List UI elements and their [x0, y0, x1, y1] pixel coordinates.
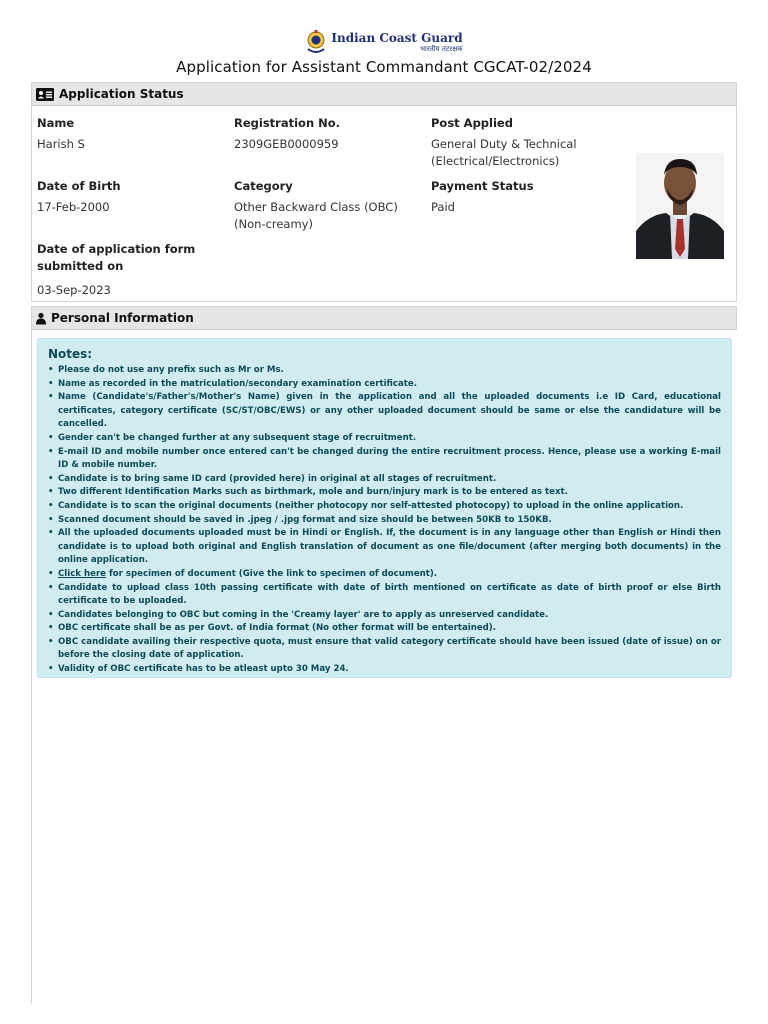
field-value: 2309GEB0000959: [234, 137, 339, 151]
notes-title: Notes:: [48, 347, 93, 361]
field-value: Paid: [431, 200, 455, 214]
application-status-heading: [31, 82, 737, 106]
org-name: Indian Coast Guard: [331, 30, 463, 45]
specimen-link[interactable]: Click here: [58, 568, 107, 579]
note-item: • All the uploaded documents uploaded must be in Hindi or English. If, the document is in any language other than English or Hindi then candidate is to upload both original and English translation of document as one file/document (after merging both documents) in the online application.: [48, 527, 721, 568]
candidate-photo: [636, 153, 724, 259]
note-item: • Candidate to upload class 10th passing certificate with date of birth mentioned on certificate as date of birth proof or else Birth certificate to be uploaded.: [48, 582, 721, 609]
field-label: Category: [234, 179, 293, 193]
field-value: Other Backward Class (OBC) (Non-creamy): [234, 200, 398, 231]
note-item: • Candidate is to scan the original documents (neither photocopy nor self-attested photocopy) to upload in the online application.: [48, 500, 721, 514]
note-item: • Gender can't be changed further at any subsequent stage of recruitment.: [48, 432, 721, 446]
note-item-specimen: [48, 568, 721, 582]
field-label: Payment Status: [431, 179, 534, 193]
note-item: • Scanned document should be saved in .jpeg / .jpg format and size should be between 50KB to 150KB.: [48, 514, 721, 528]
specimen-link-description: for specimen of document (Give the link to specimen of document).: [106, 568, 438, 579]
page-header: [0, 28, 768, 76]
field-label: Name: [37, 116, 75, 130]
field-value: Harish S: [37, 137, 85, 151]
id-card-icon: [36, 88, 54, 101]
note-item: • Two different Identification Marks such as birthmark, mole and burn/injury mark is to be entered as text.: [48, 486, 721, 500]
org-name-hindi: भारतीय तटरक्षक: [420, 44, 463, 53]
submitted-on-field: [37, 241, 212, 299]
logo: [0, 28, 768, 56]
note-item: • Validity of OBC certificate has to be atleast upto 30 May 24.: [48, 663, 721, 677]
content-divider: [31, 310, 32, 1004]
note-item: • OBC certificate shall be as per Govt. of India format (No other format will be entertained).: [48, 622, 721, 636]
personal-information-title: Personal Information: [51, 311, 194, 325]
note-item: • Candidate is to bring same ID card (provided here) in original at all stages of recruitment.: [48, 473, 721, 487]
registration-field: [234, 115, 414, 153]
user-icon: [36, 312, 46, 325]
field-label: Date of Birth: [37, 179, 121, 193]
application-status-title: Application Status: [59, 87, 184, 101]
notes-alert: [37, 338, 732, 678]
candidate-photo-image: [636, 153, 724, 259]
notes-list: [48, 364, 721, 677]
note-item: • Please do not use any prefix such as Mr or Ms.: [48, 364, 721, 378]
field-label: Registration No.: [234, 116, 341, 130]
note-item: • Candidates belonging to OBC but coming in the 'Creamy layer' are to apply as unreserved candidate.: [48, 609, 721, 623]
category-field: [234, 178, 404, 233]
name-field: [37, 115, 217, 153]
field-label: Date of application form submitted on: [37, 242, 196, 273]
field-value: General Duty & Technical (Electrical/Electronics): [431, 137, 577, 168]
dob-field: [37, 178, 217, 216]
field-value: 17-Feb-2000: [37, 200, 110, 214]
payment-status-field: [431, 178, 591, 216]
personal-information-heading: [31, 306, 737, 330]
field-value: 03-Sep-2023: [37, 283, 111, 297]
post-applied-field: [431, 115, 591, 170]
note-item: • OBC candidate availing their respective quota, must ensure that valid category certificate should have been issued (date of issue) on or before the closing date of application.: [48, 636, 721, 663]
page-title: Application for Assistant Commandant CGCAT-02/2024: [176, 58, 592, 76]
note-item: • Name as recorded in the matriculation/secondary examination certificate.: [48, 378, 721, 392]
note-item: • E-mail ID and mobile number once entered can't be changed during the entire recruitment process. Hence, please use a working E-mail ID & mobile number.: [48, 446, 721, 473]
coast-guard-emblem-icon: [305, 29, 327, 55]
field-label: Post Applied: [431, 116, 513, 130]
note-item: • Name (Candidate's/Father's/Mother's Name) given in the application and all the uploaded documents i.e ID Card, educational certificates, category certificate (SC/ST/OBC/EWS) or any other uploaded document should be same or else the candidature will be cancelled.: [48, 391, 721, 432]
